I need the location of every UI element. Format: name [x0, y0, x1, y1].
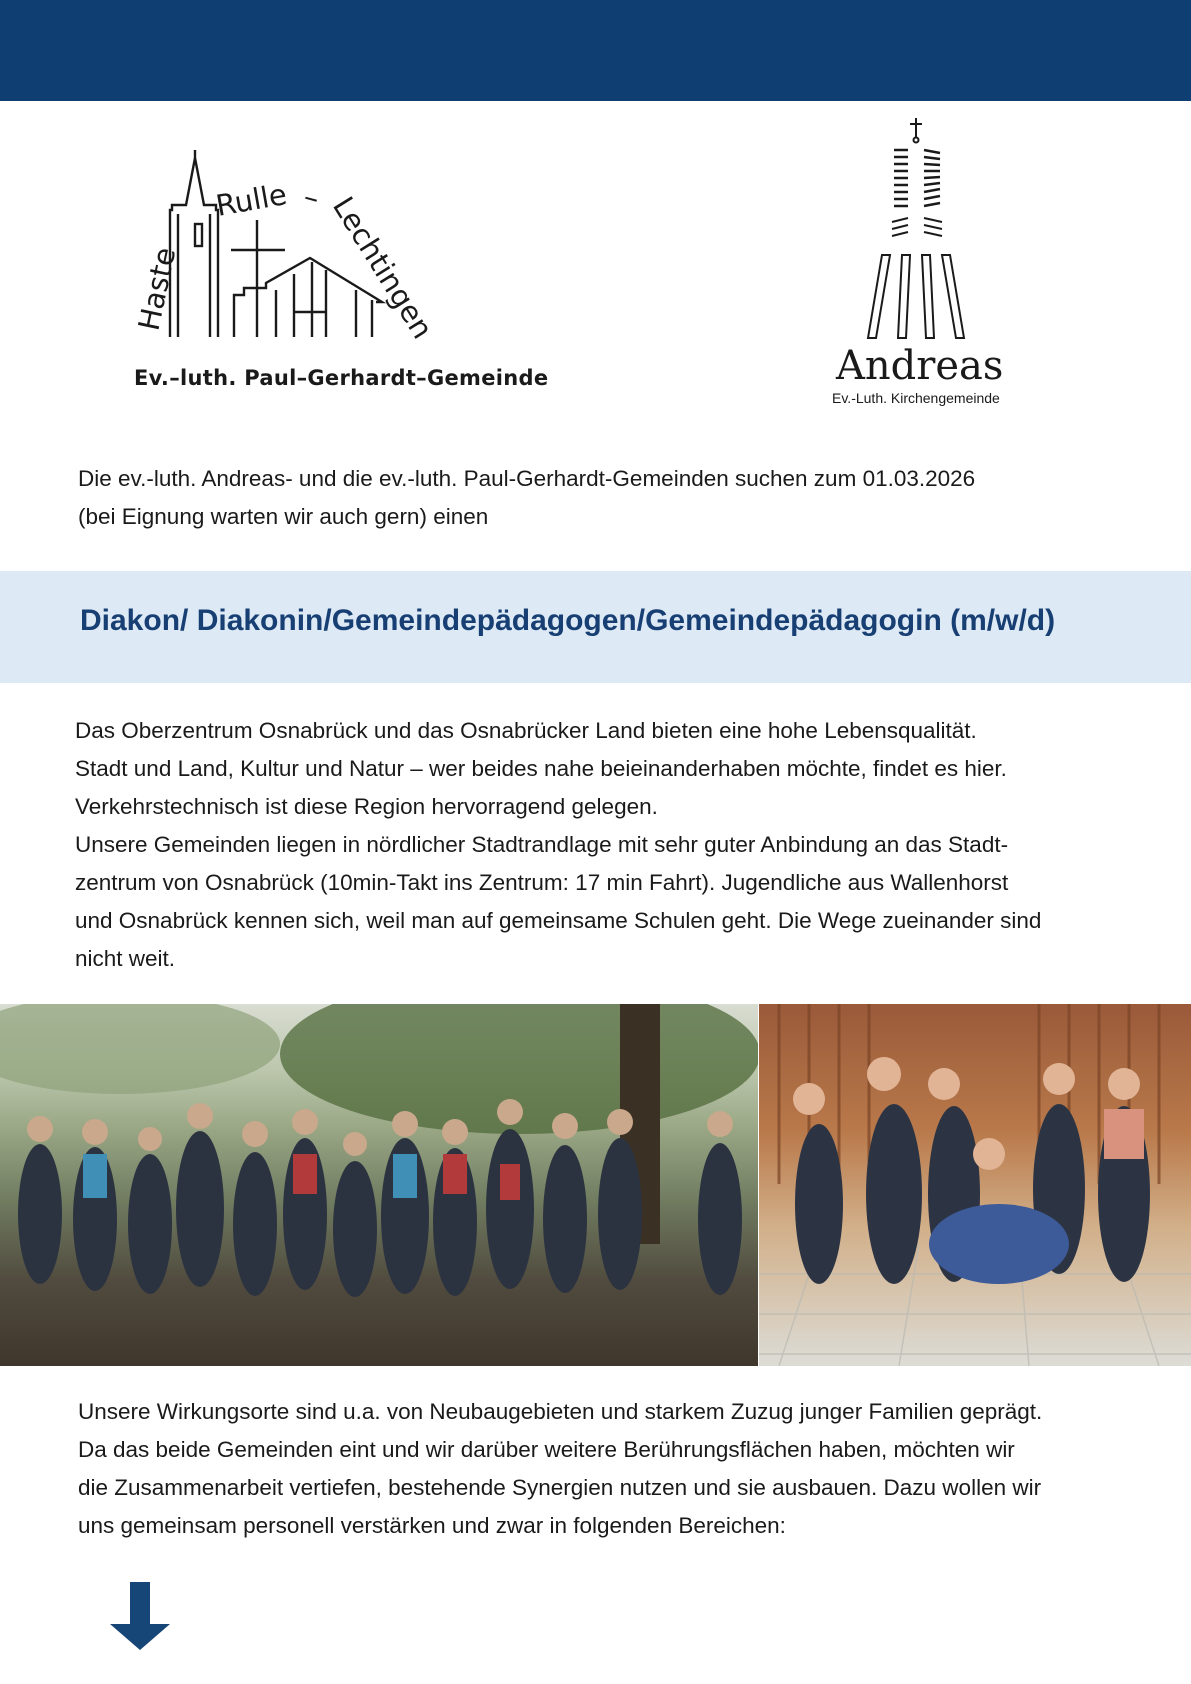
job-title-band: [0, 571, 1191, 683]
paragraph-line: und Osnabrück kennen sich, weil man auf gemeinsame Schulen geht. Die Wege zueinander sind: [75, 908, 1042, 933]
paragraph-line: Unsere Gemeinden liegen in nördlicher Stadtrandlage mit sehr guter Anbindung an das Stadt-: [75, 832, 1009, 857]
andreas-name: Andreas: [836, 343, 1004, 389]
arc-word-lechtingen: Lechtingen: [326, 190, 440, 345]
andreas-logo: [820, 110, 1020, 410]
church-drawing-icon: [120, 150, 540, 365]
group-photo-outdoor: [0, 1004, 758, 1366]
intro-line: Die ev.-luth. Andreas- und die ev.-luth. Paul-Gerhardt-Gemeinden suchen zum 01.03.2026: [78, 466, 976, 491]
paragraph-line: Das Oberzentrum Osnabrück und das Osnabrücker Land bieten eine hohe Lebensqualität.: [75, 718, 977, 743]
andreas-tower-icon: [820, 110, 1020, 340]
arc-word-dash: –: [300, 178, 323, 216]
arc-word-rulle: Rulle: [213, 177, 290, 223]
paragraph-line: nicht weit.: [75, 946, 176, 971]
intro-line: (bei Eignung warten wir auch gern) einen: [78, 504, 489, 529]
paragraph-line: Unsere Wirkungsorte sind u.a. von Neubaugebieten und starkem Zuzug junger Familien geprägt.: [78, 1399, 1043, 1424]
arc-word-haste: Haste: [131, 244, 183, 334]
arrow-down-icon: [108, 1580, 172, 1652]
region-description: [75, 712, 1135, 978]
collaboration-description: [78, 1393, 1138, 1545]
paragraph-line: zentrum von Osnabrück (10min-Takt ins Zentrum: 17 min Fahrt). Jugendliche aus Wallenhorst: [75, 870, 1009, 895]
paragraph-line: uns gemeinsam personell verstärken und zwar in folgenden Bereichen:: [78, 1513, 786, 1538]
paul-gerhardt-subtitle: Ev.–luth. Paul–Gerhardt–Gemeinde: [134, 366, 549, 390]
paul-gerhardt-logo: [120, 150, 549, 400]
intro-text: [78, 460, 1118, 536]
paragraph-line: Stadt und Land, Kultur und Natur – wer beides nahe beieinanderhaben möchte, findet es hier.: [75, 756, 1007, 781]
group-photo-indoor: [759, 1004, 1191, 1366]
paragraph-line: die Zusammenarbeit vertiefen, bestehende Synergien nutzen und sie ausbauen. Dazu wollen wir: [78, 1475, 1042, 1500]
andreas-subtitle: Ev.-Luth. Kirchengemeinde: [832, 390, 1000, 406]
paragraph-line: Verkehrstechnisch ist diese Region hervorragend gelegen.: [75, 794, 658, 819]
job-title: Diakon/ Diakonin/Gemeindepädagogen/Gemeindepädagogin (m/w/d): [80, 604, 1056, 637]
paragraph-line: Da das beide Gemeinden eint und wir darüber weitere Berührungsflächen haben, möchten wir: [78, 1437, 1015, 1462]
header-bar: [0, 0, 1191, 101]
